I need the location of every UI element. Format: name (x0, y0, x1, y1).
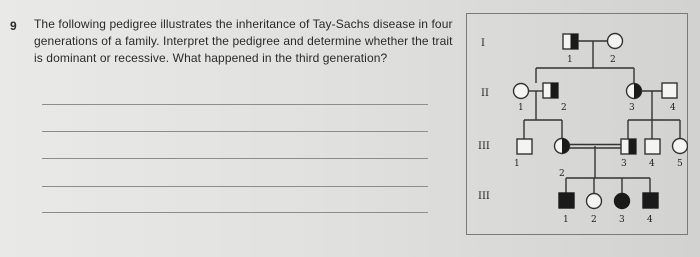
gen3-male-4 (645, 139, 660, 154)
gen3-female-2-carrier-fill (562, 139, 570, 154)
answer-line (42, 212, 428, 213)
gen1-number: 2 (610, 55, 616, 65)
answer-line (42, 131, 428, 132)
gen2-number: 3 (629, 103, 635, 113)
pedigree-chart (466, 13, 688, 235)
gen2-female-1 (514, 84, 529, 99)
gen1-male-1-carrier-fill (571, 34, 579, 49)
question-number: 9 (10, 19, 17, 33)
gen2-male-4 (662, 83, 677, 98)
gen4-affected-male-4 (643, 193, 658, 208)
answer-line (42, 158, 428, 159)
answer-line (42, 104, 428, 105)
gen4-number: 3 (619, 215, 625, 225)
gen4-affected-female-3 (615, 194, 630, 209)
question-text: The following pedigree illustrates the inheritance of Tay-Sachs disease in four generations of a family. Interpret the pedigree and determine whether the trait is dominant or recessive. What happened in the third generation? (34, 17, 453, 65)
gen2-female-3-carrier-fill (634, 84, 642, 99)
gen4-female-2 (587, 194, 602, 209)
generation-label-II: II (481, 88, 489, 99)
gen2-number: 2 (561, 103, 567, 113)
gen3-male-1 (517, 139, 532, 154)
answer-line (42, 186, 428, 187)
gen4-affected-male-1 (559, 193, 574, 208)
gen4-number: 4 (647, 215, 653, 225)
gen3-number: 5 (677, 159, 683, 169)
generation-label-I: I (481, 38, 485, 49)
gen1-female-2 (608, 34, 623, 49)
gen4-number: 1 (563, 215, 569, 225)
gen3-number: 1 (514, 159, 520, 169)
gen3-number: 2 (559, 169, 565, 179)
generation-label-III: III (478, 141, 490, 152)
gen2-number: 1 (518, 103, 524, 113)
gen3-number: 4 (649, 159, 655, 169)
gen2-male-2-carrier-fill (551, 83, 559, 98)
gen2-number: 4 (670, 103, 676, 113)
gen4-number: 2 (591, 215, 597, 225)
generation-label-IV: III (478, 191, 490, 202)
gen3-male-3-carrier-fill (629, 139, 637, 154)
gen3-number: 3 (621, 159, 627, 169)
gen1-number: 1 (567, 55, 573, 65)
gen3-female-5 (673, 139, 688, 154)
